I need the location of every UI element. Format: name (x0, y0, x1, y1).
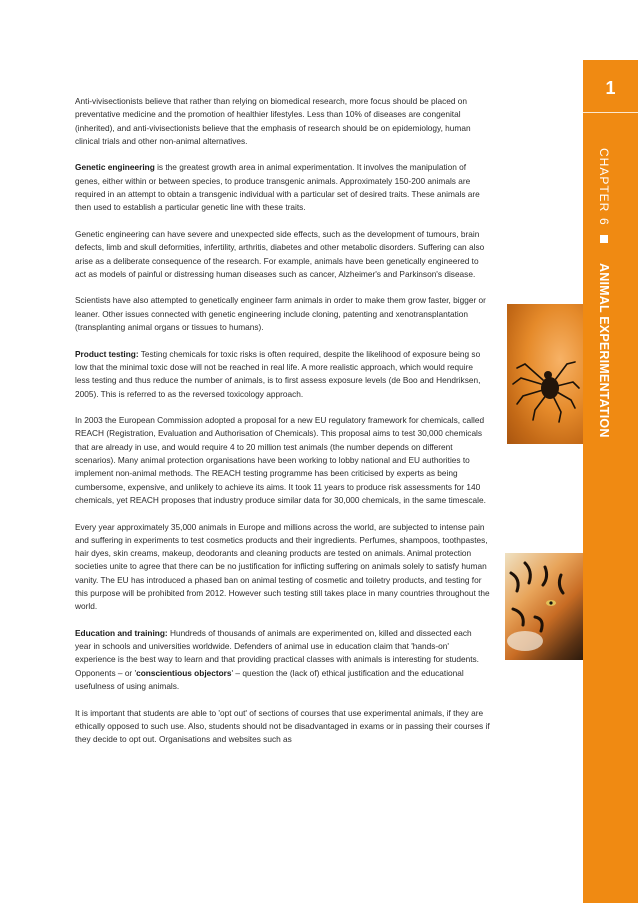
term-product-testing: Product testing: (75, 348, 139, 359)
paragraph-opt-out: It is important that students are able to 'opt out' of sections of courses that use experimental animals, if they are ethically opposed to such use. Also, students should not be disadvantaged in exams or in passing their courses if they decide to opt out. Organisations and websites such as (75, 707, 490, 745)
tiger-icon (505, 553, 583, 660)
tiger-photo (505, 553, 583, 660)
chapter-sidebar (583, 60, 638, 903)
paragraph-alternatives: Anti-vivisectionists believe that rather than relying on biomedical research, more focus should be placed on preventative medicine and the promotion of healthier lifestyles. Less than 10% of diseases are congenital (inherited), and anti-vivisectionists believe that the emphasis of research should be on epidemiology, human clinical trials and other non-animal alternatives. (75, 96, 471, 146)
tick-photo (507, 304, 583, 444)
term-education-training: Education and training: (75, 627, 168, 638)
square-bullet-icon (600, 235, 608, 243)
term-conscientious-objectors: conscientious objectors (136, 667, 232, 678)
section-title: ANIMAL EXPERIMENTATION (597, 263, 611, 438)
paragraph-product-testing (75, 348, 490, 401)
paragraph-education-text-a: Hundreds of thousands of animals are experimented on, killed and dissected each year in schools and universities worldwide. Defenders of animal use in education claim that 'hands-on' experience is the best way to learn and that providing practical classes with animals is interesting for students. Opponents – or ' (75, 627, 479, 678)
chapter-vertical-label (597, 148, 611, 438)
paragraph-genetic-engineering-text: is the greatest growth area in animal experimentation. It involves the manipulation of genes, either within or between species, to produce transgenic animals. Approximately 150-200 animals are required in an attempt to obtain a transgenic individual with a particular set of desired traits. These animals are then used to establish a particular genetic line with these traits. (75, 162, 480, 213)
chapter-label: CHAPTER (597, 148, 611, 213)
paragraph-product-testing-text: Testing chemicals for toxic risks is often required, despite the likelihood of exposure being so low that the minimal toxic dose will not be reached in real life. A more realistic approach, which would require less testing and thus reduce the number of animals, is to first assess exposure levels (de Boo and Hendriksen, 2005). This is referred to as the reversed toxicology approach. (75, 348, 481, 399)
paragraph-cosmetics: Every year approximately 35,000 animals in Europe and millions across the world, are subjected to intense pain and suffering in experiments to test cosmetics products and their ingredients. Perfumes, shampoos, toothpastes, hair dyes, skin creams, makeup, deodorants and cleaning products are tested on animals. Animal protection societies unite to agree that there can be no justification for inflicting suffering on animals solely to satisfy human vanity. The EU has introduced a phased ban on animal testing of cosmetic and toiletry products, and testing for this purpose will be prohibited from 2012. However such testing still takes place in many countries throughout the world. (75, 521, 490, 612)
chapter-number: 1 (605, 78, 616, 98)
chapter-index: 6 (597, 218, 611, 226)
sidebar-divider (583, 112, 638, 113)
tick-icon (507, 304, 583, 444)
body-text (75, 95, 490, 760)
paragraph-education-text-b: ' – question the (lack of) ethical justification and the educational usefulness of using animals. (75, 667, 464, 692)
paragraph-reach: In 2003 the European Commission adopted a proposal for a new EU regulatory framework for chemicals, called REACH (Registration, Evaluation and Authorisation of Chemicals). This proposal aims to test 30,000 chemicals that are already in use, and would require 4 to 20 million test animals (the number depends on different scenarios). Many animal protection organisations have been working to lobby national and EU authorities to implement non-animal methods. The REACH testing programme has been criticised by experts as being cumbersome, expensive, and unlikely to achieve its aims. It took 11 years to produce risk assessments for 140 chemicals, yet REACH proposes that industry produce similar data for 30,000 chemicals, in the same timescale. (75, 415, 486, 505)
paragraph-side-effects: Genetic engineering can have severe and unexpected side effects, such as the development of tumours, brain defects, limb and skull deformities, infertility, arthritis, diabetes and other metabolic disorders. Suffering can also arise as a deliberate consequence of the research. For example, animals have been genetically engineered to act as models of painful or distressing human diseases such as cancer, Alzheimer's and Parkinson's disease. (75, 228, 485, 279)
paragraph-farm-animals: Scientists have also attempted to genetically engineer farm animals in order to make them grow faster, bigger or leaner. Other issues connected with genetic engineering include cloning, patenting and xenotransplantation (transplanting animal organs or tissues to humans). (75, 295, 486, 333)
paragraph-education (75, 627, 490, 693)
term-genetic-engineering: Genetic engineering (75, 162, 155, 173)
paragraph-genetic-engineering (75, 161, 490, 214)
